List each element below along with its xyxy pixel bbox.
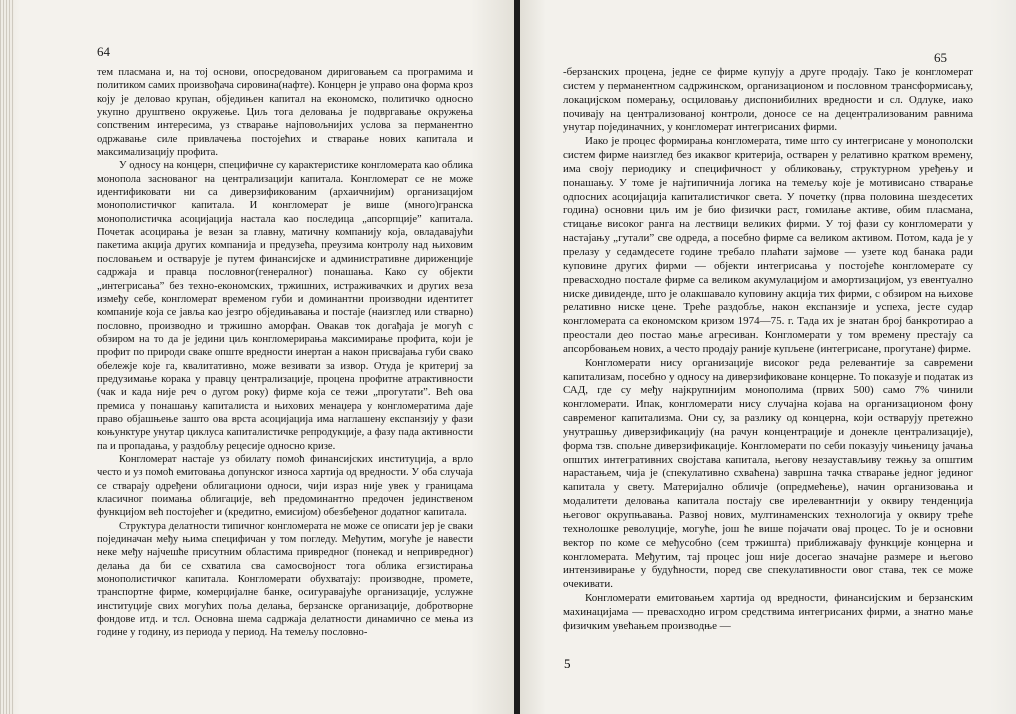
left-page-text xyxy=(97,66,473,640)
right-paragraph-1: -берзанских процена, једне се фирме купују а друге продају. Тако је конгломерат систем у перманентном садржинском, организационом и пословном трансформисању, локацијском померању, осциловању диспонибилних вредности и сл. Одлуке, иако почивају на централизованој контроли, доносе се на децентрализованим равнима унутар појединачних, у конгломерат интегрисаних фирми. xyxy=(563,66,973,134)
right-page xyxy=(520,0,1016,714)
right-paragraph-4: Конгломерати емитовањем хартија од вредности, финансијским и берзанским махинацијама — превасходно игром средствима интегрисаних фирми, а знатно мање физичким увећањем производње — xyxy=(563,592,973,632)
right-paragraph-2: Иако је процес формирања конгломерата, тиме што су интегрисане у монополски систем фирме наизглед без икаквог критерија, остварен у релативно кратком времену, има своју периодику и специфичност у обликовању, структурном уређењу и понашању. У томе је најтипичнија логика на темељу које је мотивисано стварање одпосних асоцијација капиталистичког света. У почетку (прва половина шездесетих година) основни циљ им је био физички раст, гомилање активе, обим пласмана, стицање високог ранга на лествици великих фирми. У тој фази су конгломерати у настајању „гутали” све одреда, а посебно фирме са великом активом. Потом, када је у прелазу у седамдесете године требало плаћати зајмове — узете код банака ради куповине других фирми — објекти интегрисања у постојеће конгломерате су превасходно постале фирме са великом акумулацијом и амортизацијом, уз евентуално ниске дивиденде, што је олакшавало куповину акција тих фирми, с обзиром на њихове релативно ниске цене. Треће раздобље, након експанзије и успеха, јесте судар конгломерата са економском кризом 1974—75. г. Тада их је знатан број банкротирао а преостали део постао мање агресиван. Конгломерати у том времену престају са апсорбовањем нових, а често продају раније купљене (интегрисане, прогутане) фирме. xyxy=(563,135,973,355)
right-paragraph-3: Конгломерати нису организације високог реда релевантије за савремени капитализам, посебно у односу на диверзификоване концерне. То показује и податак из САД, где су међу најкрупнијим монополима (првих 500) само 7% чинили конгломерати. Ипак, конгломерати нису случајна којава на организационом фону савременог капитализма. Они су, за разлику од концерна, који остварују претежно унутрашњу диверзификацију (на рачун концентрације и донекле централизације), форма тзв. спољне диверзификације. Конгломерати по себи показују чињеницу јачања општих интегративних својстава капитала, његову незаустављиву тежњу за општим нарастањем, чија је (спекулативно схваћена) завршна тачка стварање једног јединог капитала у свету. Материјално обличје (опредмећење), начин организовања и модалитети деловања капитала постају све ирелевантнији у оквиру тенденција његовог окрупњавања. Развој нових, мултинаменских технологија у оквиру треће технолошке револуције, могуће, још ће више појачати овај процес. То је и основни вектор по коме се међусобно (сем тржишта) приближавају функције концерна и конгломерата. Међутим, тај процес још није досегао значајне размере и његово интензивирање у будућности, поред све спекулативности овог става, тек се може очекивати. xyxy=(563,356,973,591)
left-paragraph-1: тем пласмана и, на тој основи, опосредованом дириговањем са програмима и политиком самих произвођача сировина(нафте). Концерн је управо она форма кроз коју је деловао крупан, обједињен капитал на економско, политичко односно укупно друштвено окружење. Циљ тога деловања је подвргавање окружења сопственим интересима, уз стварање најповољнијих услова за перманентно одржавање силе привлачења постојећих и стварање нових капитала и максимализацију профита. xyxy=(97,67,473,159)
page-edges xyxy=(0,0,14,714)
left-paragraph-2: У односу на концерн, специфичне су карактеристике конгломерата као облика монопола заснованог на централизацији капитала. Конгломерат се не може идентификовати ни са диверзификованим (архаичнијим) организацијом монополистичког капитала. И конгломерат је више (много)гранска монополистичка асоцијација настала као последица „апсорпције” капитала. Почетак асоцирања је везан за главну, матичну компанију која, овладавајући пакетима акција других компанија и предузећа, преузима контролу над њиховим пословањем и остварује је путем финансијске и административне дириженције садржаја и правца пословног(генералног) понашања. Како су објекти „интегрисања” без техно-економских, тржишних, истраживачких и других веза између себе, конгломерат временом губи и доминантни производни идентитет компаније која се јавља као језгро обједињавања и постаје (наизглед или стварно) пословно, производно и тржишно аморфан. Овакав ток догађаја је могућ с обзиром на то да је једини циљ конгломерирања максимирање профита, који је профит по природи сваке опште вредности инертан а након присвајања губи свако обележје које га, квалитативно, може везивати за извор. Отуда је критериј за предузимање корака у правцу централизације, процена профитне атрактивности (чак и када није реч о дугом року) фирме која се тежи „прогутати”. Већ ова премиса у понашању капиталиста и њихових менаџера у конгломератима даје право објашњење зашто ова врста асоцијација има наглашену експанзију у фази коњунктуре унутар циклуса капиталистичке репродукције, а фазу пада активности па и пропадања, у раздобљу рецесије односно кризе. xyxy=(97,160,473,452)
right-page-number: 65 xyxy=(934,50,947,65)
left-page-number: 64 xyxy=(97,44,110,59)
right-page-text xyxy=(563,66,973,634)
left-paragraph-3: Конгломерат настаје уз обилату помоћ финансијских институција, а врло често и уз помоћ емитовања допунског износа хартија од вредности. У оба случаја се стварају одређени облигациони односи, чији израз није увек у границама класичног поимања облигације, већ предоминантно предочен јединственом функцијом већ постојећег и (кредитно, емисијом) обезбеђеног додатног капитала. xyxy=(97,453,473,519)
left-paragraph-4: Структура делатности типичног конгломерата не може се описати јер је сваки појединачан међу њима специфичан у том погледу. Међутим, могуће је навести неке међу најчешће присутним областима привредног (понекад и непривредног) делања да би се схватила сва самосвојност тога облика егзистирања монополистичког капитала. Конгломерати обухватају: производне, промете, транспортне фирме, комерцијалне банке, осигуравајуће организације, услужне институције свих могућих поља делања, берзанске организације, добротворне фондове итд. и тсл. Основна шема садржаја делатности динамично се мења из године у годину, из периода у период. На темељу пословно- xyxy=(97,520,473,639)
signature-mark: 5 xyxy=(564,656,571,671)
